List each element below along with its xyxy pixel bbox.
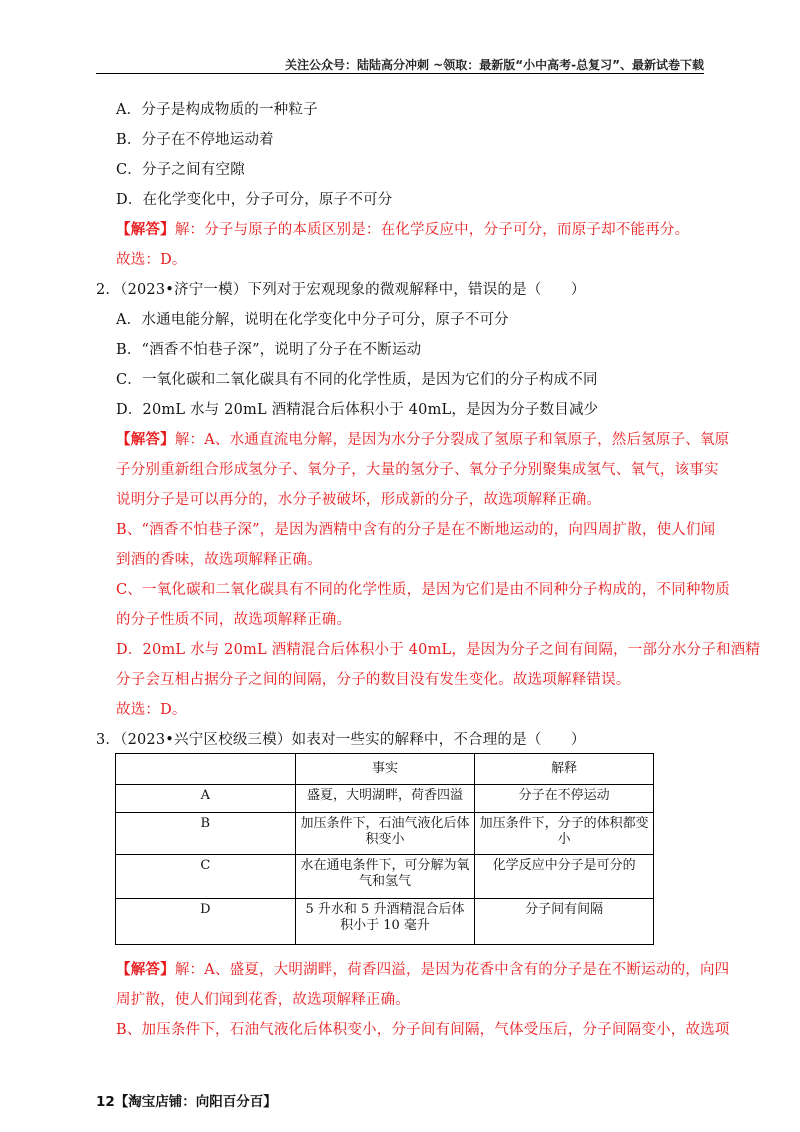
table-header-cell: 解释 (475, 754, 654, 785)
q1-answer (116, 218, 689, 239)
answer-tag: 【解答】 (116, 221, 175, 238)
q2-answer-line: 到酒的香味，故选项解释正确。 (116, 552, 322, 568)
header-rule (96, 73, 704, 74)
page-header: 关注公众号：陆陆高分冲刺 ~领取：最新版“小中高考-总复习”、最新试卷下载 (285, 58, 704, 72)
q2-answer-line: 分子会互相占据分子之间的间隔，分子的数目没有发生变化。故选项解释错误。 (116, 672, 631, 688)
table-header-row (116, 754, 654, 785)
table-cell: 5 升水和 5 升酒精混合后体积小于 10 毫升 (295, 899, 475, 945)
q2-answer-line: 说明分子是可以再分的，水分子被破坏，形成新的分子，故选项解释正确。 (116, 492, 602, 508)
table-cell: 化学反应中分子是可分的 (475, 855, 654, 899)
shop-label: 【淘宝店铺：向阳百分百】 (114, 1094, 277, 1110)
table-row (116, 899, 654, 945)
table-row (116, 855, 654, 899)
q2-option-c: C．一氧化碳和二氧化碳具有不同的化学性质，是因为它们的分子构成不同 (116, 372, 598, 388)
table-cell: 加压条件下，分子的体积都变小 (475, 813, 654, 855)
q2-answer-line: C、一氧化碳和二氧化碳具有不同的化学性质，是因为它们是由不同种分子构成的，不同种物质 (116, 582, 730, 598)
page-number: 12 (96, 1094, 115, 1110)
q1-option-a: A．分子是构成物质的一种粒子 (116, 102, 318, 118)
table-cell: C (116, 855, 296, 899)
q1-option-c: C．分子之间有空隙 (116, 162, 245, 178)
q2-stem: 2．（2023•济宁一模）下列对于宏观现象的微观解释中，错误的是（ ） (96, 282, 586, 298)
table-cell: B (116, 813, 296, 855)
table-row (116, 785, 654, 813)
table-header-cell (116, 754, 296, 785)
q3-answer-line: 周扩散，使人们闻到花香，故选项解释正确。 (116, 992, 410, 1008)
table-cell: 分子在不停运动 (475, 785, 654, 813)
q3-stem: 3．（2023•兴宁区校级三模）如表对一些实的解释中，不合理的是（ ） (96, 732, 586, 748)
q2-answer-line: 子分别重新组合形成氢分子、氧分子，大量的氢分子、氧分子分别聚集成氢气、氧气，该事实 (116, 462, 719, 478)
q3-answer-line: B、加压条件下，石油气液化后体积变小，分子间有间隔，气体受压后，分子间隔变小，故选项 (116, 1022, 730, 1038)
q1-option-d: D．在化学变化中，分子可分，原子不可分 (116, 192, 393, 208)
q3-answer-line (116, 958, 729, 979)
answer-tag: 【解答】 (116, 961, 175, 978)
q3-answer-text: 解：A、盛夏，大明湖畔，荷香四溢，是因为花香中含有的分子是在不断运动的，向四 (174, 962, 730, 978)
q1-answer-text: 解：分子与原子的本质区别是：在化学反应中，分子可分，而原子却不能再分。 (174, 222, 690, 238)
q2-choice: 故选：D。 (116, 702, 187, 718)
table-header-cell: 事实 (295, 754, 475, 785)
q1-option-b: B．分子在不停地运动着 (116, 132, 274, 148)
table-cell: 分子间有间隔 (475, 899, 654, 945)
q2-answer-line: D．20mL 水与 20mL 酒精混合后体积小于 40mL，是因为分子之间有间隔，一部分水分子和酒精 (116, 642, 761, 658)
page-footer (96, 1090, 277, 1110)
q2-answer-line (116, 428, 729, 449)
table-row (116, 813, 654, 855)
facts-table (115, 753, 654, 945)
table-cell: D (116, 899, 296, 945)
table-cell: 加压条件下，石油气液化后体积变小 (295, 813, 475, 855)
q2-option-b: B．“酒香不怕巷子深”，说明了分子在不断运动 (116, 342, 422, 358)
q2-option-d: D．20mL 水与 20mL 酒精混合后体积小于 40mL，是因为分子数目减少 (116, 402, 599, 418)
answer-tag: 【解答】 (116, 431, 175, 448)
q2-answer-line: B、“酒香不怕巷子深”，是因为酒精中含有的分子是在不断地运动的，向四周扩散，使人们闻 (116, 522, 716, 538)
q2-answer-line: 的分子性质不同，故选项解释正确。 (116, 612, 352, 628)
q2-answer-text: 解：A、水通直流电分解，是因为水分子分裂成了氢原子和氧原子，然后氢原子、氧原 (174, 432, 730, 448)
table-cell: 盛夏，大明湖畔，荷香四溢 (295, 785, 475, 813)
q2-option-a: A．水通电能分解，说明在化学变化中分子可分，原子不可分 (116, 312, 509, 328)
q1-choice: 故选：D。 (116, 252, 187, 268)
table-cell: A (116, 785, 296, 813)
table-cell: 水在通电条件下，可分解为氧气和氢气 (295, 855, 475, 899)
